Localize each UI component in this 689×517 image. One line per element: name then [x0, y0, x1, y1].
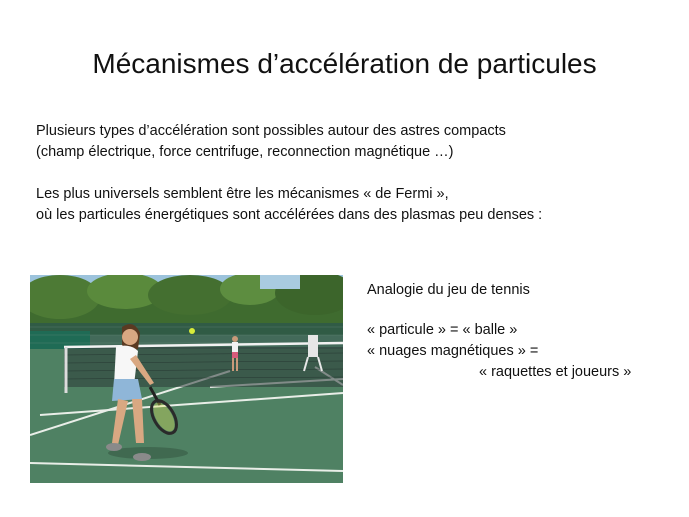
- tennis-photo-illustration: [30, 275, 343, 483]
- spacer: [367, 301, 667, 320]
- tennis-ball: [189, 328, 195, 334]
- analogy-heading: Analogie du jeu de tennis: [367, 282, 530, 298]
- analogy-line-particle: « particule » = « balle »: [367, 322, 518, 338]
- tennis-court-photo: [30, 275, 343, 483]
- intro-line-1: Plusieurs types d’accélération sont possibles autour des astres compacts: [36, 123, 506, 139]
- fermi-line-1: Les plus universels semblent être les mécanismes « de Fermi »,: [36, 186, 449, 202]
- intro-paragraph: [36, 121, 506, 163]
- tennis-analogy: [367, 280, 667, 383]
- intro-line-2: (champ électrique, force centrifuge, reconnection magnétique …): [36, 144, 454, 160]
- analogy-line-clouds: « nuages magnétiques » =: [367, 343, 539, 359]
- fermi-paragraph: [36, 184, 542, 226]
- tennis-net: [64, 347, 343, 387]
- slide-title: Mécanismes d’accélération de particules: [92, 48, 597, 79]
- analogy-line-rackets: « raquettes et joueurs »: [479, 364, 632, 380]
- fermi-line-2: où les particules énergétiques sont accélérées dans des plasmas peu denses :: [36, 207, 543, 223]
